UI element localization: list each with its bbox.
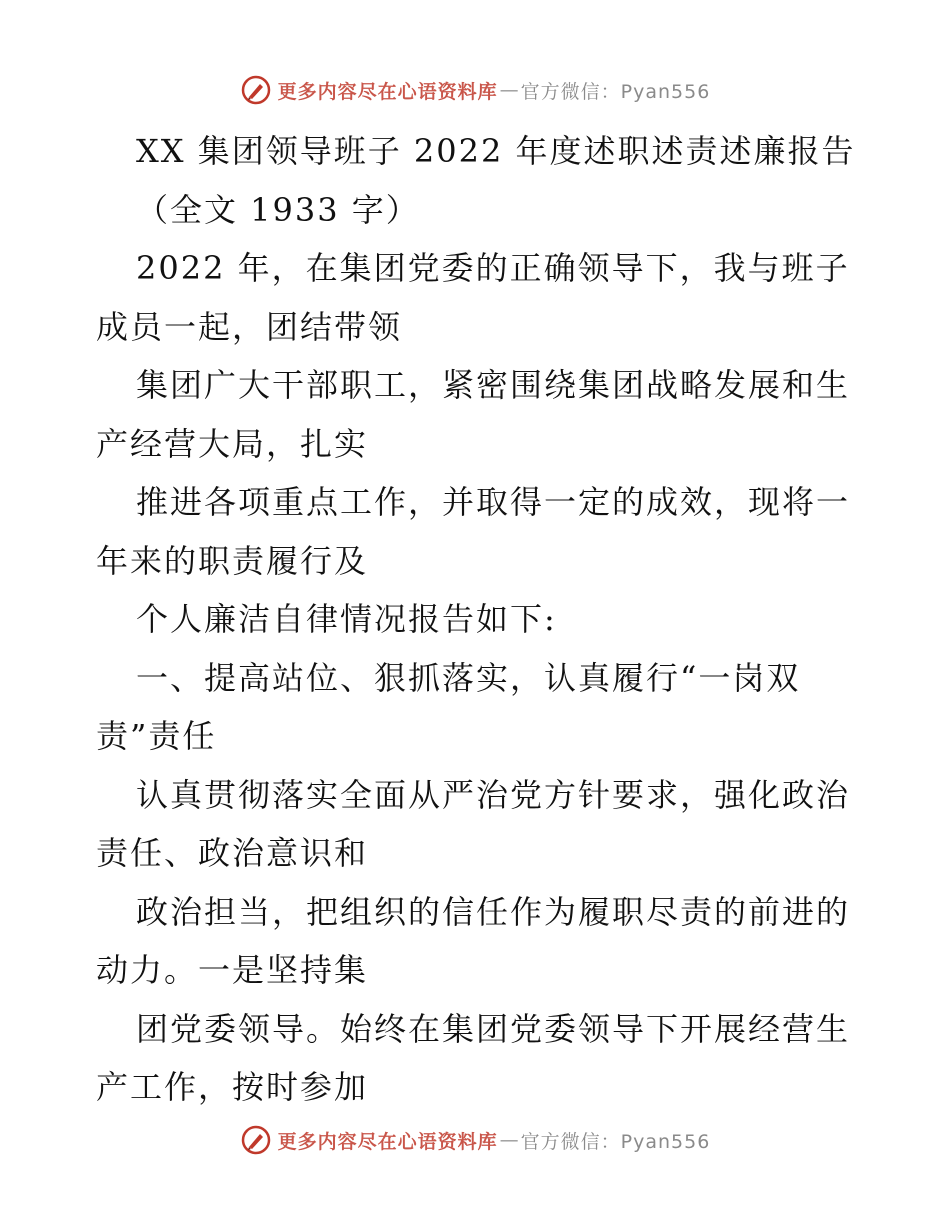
watermark-text: 更多内容尽在心语资料库: [277, 80, 498, 103]
paragraph-line: 2022 年，在集团党委的正确领导下，我与班子: [136, 249, 850, 287]
paragraph-line: 认真贯彻落实全面从严治党方针要求，强化政治: [136, 775, 851, 814]
section-heading: 一、提高站位、狠抓落实，认真履行“一岗双: [136, 658, 801, 697]
watermark-text: 更多内容尽在心语资料库: [277, 1130, 498, 1153]
watermark-separator: —: [499, 79, 519, 101]
paragraph-line: 成员一起，团结带领: [96, 307, 403, 346]
footer-watermark: [0, 1120, 950, 1160]
paragraph-line: 个人廉洁自律情况报告如下:: [136, 600, 557, 638]
section-heading-continued: 责”责任: [96, 717, 217, 755]
paragraph-line: 产工作，按时参加: [96, 1068, 369, 1106]
watermark-separator: —: [499, 1129, 519, 1151]
paragraph-line: 动力。一是坚持集: [96, 951, 369, 989]
document-subtitle: （全文 1933 字）: [136, 190, 420, 229]
paragraph-line: 团党委领导。始终在集团党委领导下开展经营生: [136, 1009, 851, 1048]
pen-logo-icon: [240, 1124, 272, 1156]
document-title: XX 集团领导班子 2022 年度述职述责述廉报告: [136, 132, 856, 170]
paragraph-line: 集团广大干部职工，紧密围绕集团战略发展和生: [136, 366, 851, 404]
header-watermark: [0, 70, 950, 110]
paragraph-line: 政治担当，把组织的信任作为履职尽责的前进的: [136, 892, 851, 931]
watermark-contact: 官方微信：Pyan556: [520, 80, 711, 103]
paragraph-line: 责任、政治意识和: [96, 834, 369, 872]
paragraph-line: 产经营大局，扎实: [96, 424, 369, 463]
paragraph-line: 年来的职责履行及: [96, 541, 369, 580]
document-body: [96, 122, 856, 1117]
pen-logo-icon: [240, 74, 272, 106]
watermark-contact: 官方微信：Pyan556: [520, 1130, 711, 1153]
paragraph-line: 推进各项重点工作，并取得一定的成效，现将一: [136, 483, 851, 521]
